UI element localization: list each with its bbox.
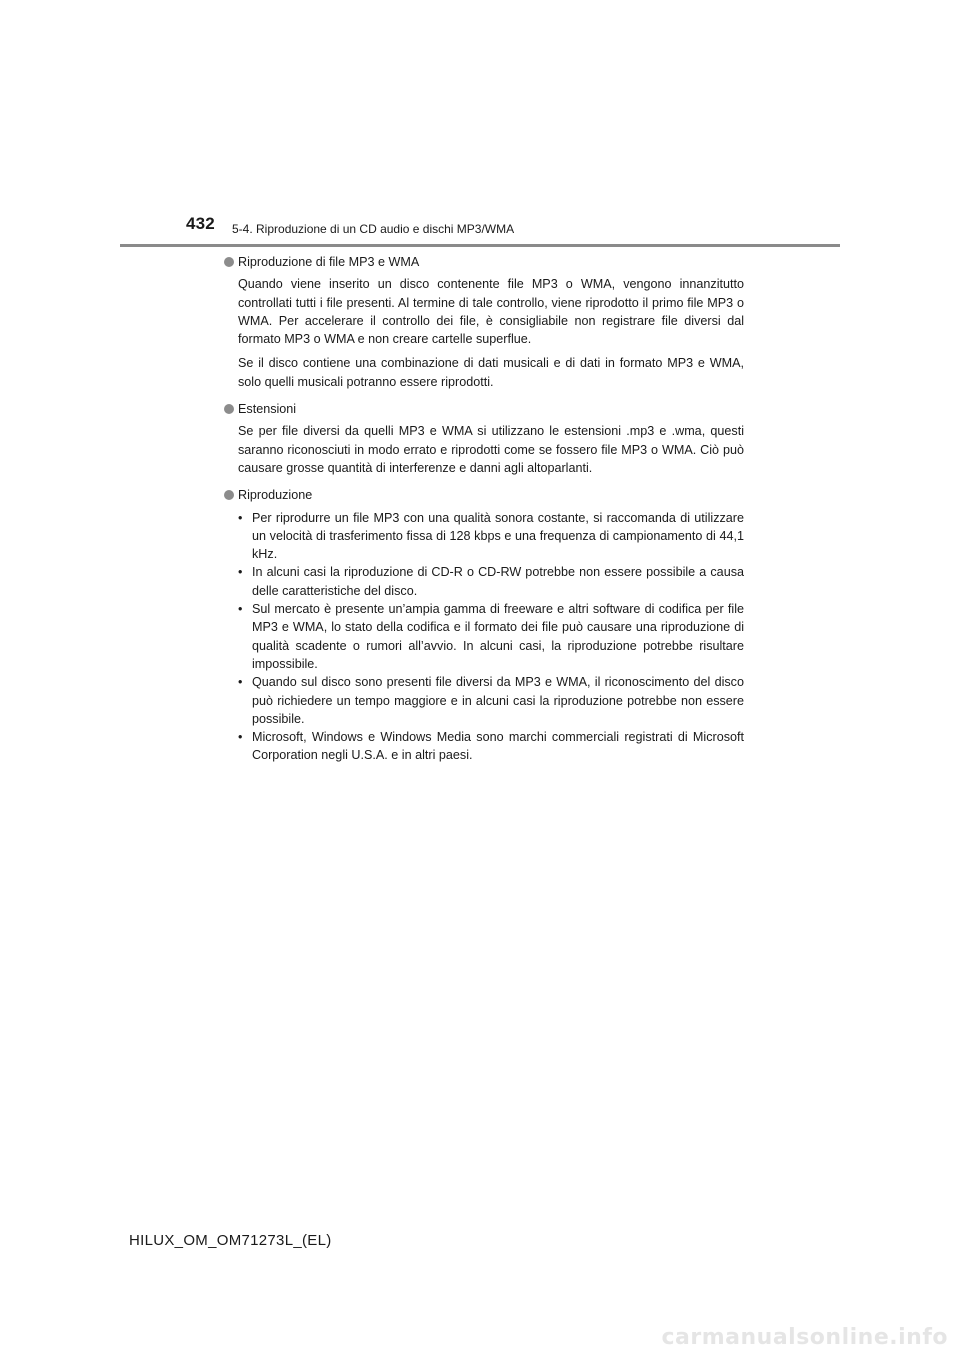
list-item	[238, 600, 744, 673]
list-bullet: •	[238, 510, 243, 525]
bullet-dot-icon	[224, 404, 234, 414]
section-estensioni	[224, 400, 744, 477]
section-mp3-wma	[224, 253, 744, 391]
section-heading-text: Estensioni	[238, 402, 297, 417]
page-number: 432	[186, 214, 215, 233]
list-bullet: •	[238, 565, 243, 580]
paragraph: Se il disco contiene una combinazione di dati musicali e di dati in formato MP3 e WMA, solo quelli musicali potranno essere riprodotti.	[238, 356, 744, 389]
paragraph: Quando viene inserito un disco contenente file MP3 o WMA, vengono innanzitutto controllati tutti i file presenti. Al termine di tale controllo, viene riprodotto il primo file MP3 o WMA. Per accelerare il controllo dei file, è consigliabile non registrare file diversi dal formato MP3 o WMA e non creare cartelle superflue.	[238, 277, 744, 347]
item-list	[238, 509, 744, 765]
list-bullet: •	[238, 730, 243, 745]
paragraph: Se per file diversi da quelli MP3 e WMA si utilizzano le estensioni .mp3 e .wma, questi saranno riconosciuti in modo errato e riprodotti come se fossero file MP3 o WMA. Ciò può causare grosse quantità di interferenze e danni agli altoparlanti.	[238, 424, 744, 475]
section-heading	[224, 253, 744, 271]
section-heading	[224, 486, 744, 504]
list-item-text: In alcuni casi la riproduzione di CD-R o CD-RW potrebbe non essere possibile a causa delle caratteristiche del disco.	[252, 565, 744, 598]
list-item	[238, 728, 744, 765]
section-riproduzione	[224, 486, 744, 764]
section-heading-text: Riproduzione	[238, 488, 313, 503]
manual-code: HILUX_OM_OM71273L_(EL)	[129, 1232, 332, 1249]
bullet-dot-icon	[224, 490, 234, 500]
list-bullet: •	[238, 602, 243, 617]
list-item-text: Microsoft, Windows e Windows Media sono marchi commerciali registrati di Microsoft Corporation negli U.S.A. e in altri paesi.	[252, 730, 744, 763]
list-item-text: Per riprodurre un file MP3 con una qualità sonora costante, si raccomanda di utilizzare un velocità di trasferimento fissa di 128 kbps e una frequenza di campionamento di 44,1 kHz.	[252, 510, 744, 562]
main-content	[224, 253, 744, 774]
list-item-text: Quando sul disco sono presenti file diversi da MP3 e WMA, il riconoscimento del disco può richiedere un tempo maggiore e in alcuni casi la riproduzione potrebbe non essere possibile.	[252, 675, 744, 726]
chapter-title: 5-4. Riproduzione di un CD audio e dischi MP3/WMA	[232, 222, 515, 236]
bullet-dot-icon	[224, 257, 234, 267]
section-heading-text: Riproduzione di file MP3 e WMA	[238, 255, 420, 269]
list-item	[238, 563, 744, 600]
header-rule	[120, 244, 840, 247]
list-item	[238, 673, 744, 728]
list-item	[238, 509, 744, 564]
list-bullet: •	[238, 675, 243, 690]
list-item-text: Sul mercato è presente un’ampia gamma di freeware e altri software di codifica per file MP3 e WMA, lo stato della codifica e il formato dei file può causare una riproduzione di qualità scadente o rumori all’avvio. In alcuni casi, la riproduzione potrebbe risultare impossibile.	[252, 602, 744, 671]
watermark-logo[interactable]: carmanualsonline.info	[661, 1325, 948, 1350]
section-heading	[224, 400, 744, 418]
